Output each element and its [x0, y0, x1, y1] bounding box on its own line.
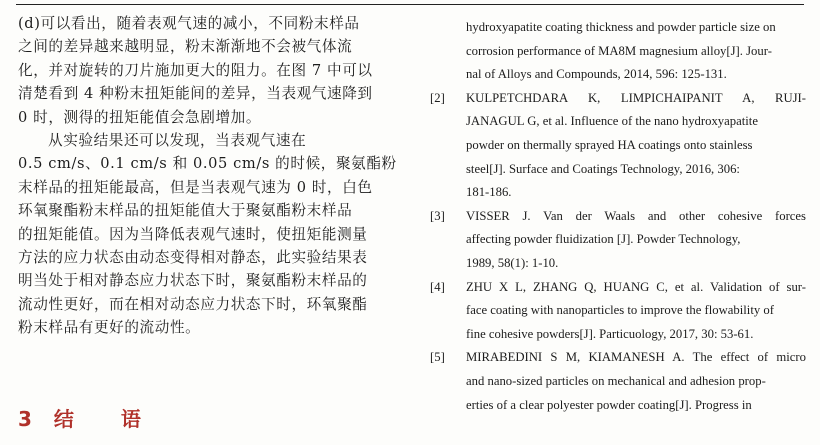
reference-line: MIRABEDINI S M, KIAMANESH A. The effect of micro	[466, 350, 806, 365]
text-line: 的扭矩能值。因为当降低表观气速时，使扭矩能测量	[18, 225, 368, 243]
text-line: 化，并对旋转的刀片施加更大的阻力。在图 7 中可以	[18, 61, 373, 79]
reference-number: [4]	[430, 279, 445, 294]
reference-line: nal of Alloys and Compounds, 2014, 596: 125-131.	[466, 67, 727, 82]
text-line: 之间的差异越来越明显，粉末渐渐地不会被气体流	[18, 38, 353, 56]
reference-line: fine cohesive powders[J]. Particuology, 2017, 30: 53-61.	[466, 326, 754, 341]
references-column	[430, 16, 806, 417]
reference-number: [5]	[430, 350, 445, 365]
reference-line: steel[J]. Surface and Coatings Technology, 2016, 306:	[466, 161, 740, 176]
text-line: 清楚看到 4 种粉末扭矩能间的差异，当表观气速降到	[18, 85, 373, 103]
text-line: 环氧聚酯粉末样品的扭矩能值大于聚氨酯粉末样品	[18, 202, 353, 220]
reference-first-line	[430, 87, 806, 111]
reference-line: ZHU X L, ZHANG Q, HUANG C, et al. Validation of sur-	[466, 279, 806, 294]
paragraph-1	[18, 12, 406, 129]
reference-entry	[430, 87, 806, 205]
reference-line: 181-186.	[466, 185, 512, 200]
reference-line: corrosion performance of MA8M magnesium alloy[J]. Jour-	[466, 43, 772, 58]
text-line: 流动性更好，而在相对动态应力状态下时，环氧聚酯	[18, 295, 368, 313]
reference-line: powder on thermally sprayed HA coatings onto stainless	[466, 137, 753, 152]
reference-line: hydroxyapatite coating thickness and powder particle size on	[466, 20, 776, 34]
reference-entry	[430, 205, 806, 276]
section-title: 结 语	[53, 407, 161, 431]
reference-first-line	[430, 346, 806, 370]
reference-line: and nano-sized particles on mechanical and adhesion prop-	[466, 373, 766, 388]
text-line: 末样品的扭矩能最高，但是当表观气速为 0 时，白色	[18, 178, 373, 196]
text-line: 0 时，测得的扭矩能值会急剧增加。	[18, 108, 262, 126]
text-line: 0.5 cm/s、0.1 cm/s 和 0.05 cm/s 的时候，聚氨酯粉	[18, 155, 397, 173]
text-line: 从实验结果还可以发现，当表观气速在	[48, 131, 307, 149]
paragraph-2	[18, 129, 406, 340]
body-text-column	[18, 12, 406, 339]
reference-line: KULPETCHDARA K, LIMPICHAIPANIT A, RUJI-	[466, 90, 806, 105]
reference-line: affecting powder fluidization [J]. Powder Technology,	[466, 232, 741, 247]
reference-line: erties of a clear polyester powder coating[J]. Progress in	[466, 397, 752, 412]
reference-entry	[430, 276, 806, 347]
text-line: (d)可以看出，随着表观气速的减小，不同粉末样品	[18, 15, 360, 32]
reference-line: VISSER J. Van der Waals and other cohesive forces	[466, 208, 806, 223]
text-line: 明当处于相对静态应力状态下时，聚氨酯粉末样品的	[18, 272, 368, 290]
text-line: 方法的应力状态由动态变得相对静态，此实验结果表	[18, 248, 368, 266]
reference-number: [2]	[430, 90, 445, 105]
reference-line: JANAGUL G, et al. Influence of the nano hydroxyapatite	[466, 114, 758, 129]
section-number: 3	[18, 407, 32, 431]
reference-line: face coating with nanoparticles to improve the flowability of	[466, 303, 774, 318]
text-line: 粉末样品有更好的流动性。	[18, 319, 201, 337]
reference-number: [3]	[430, 208, 445, 223]
reference-entry	[430, 346, 806, 417]
reference-entry	[430, 16, 806, 87]
reference-first-line	[430, 205, 806, 229]
top-rule	[16, 4, 804, 5]
section-heading	[18, 406, 161, 432]
reference-first-line	[430, 276, 806, 300]
reference-line: 1989, 58(1): 1-10.	[466, 255, 559, 270]
